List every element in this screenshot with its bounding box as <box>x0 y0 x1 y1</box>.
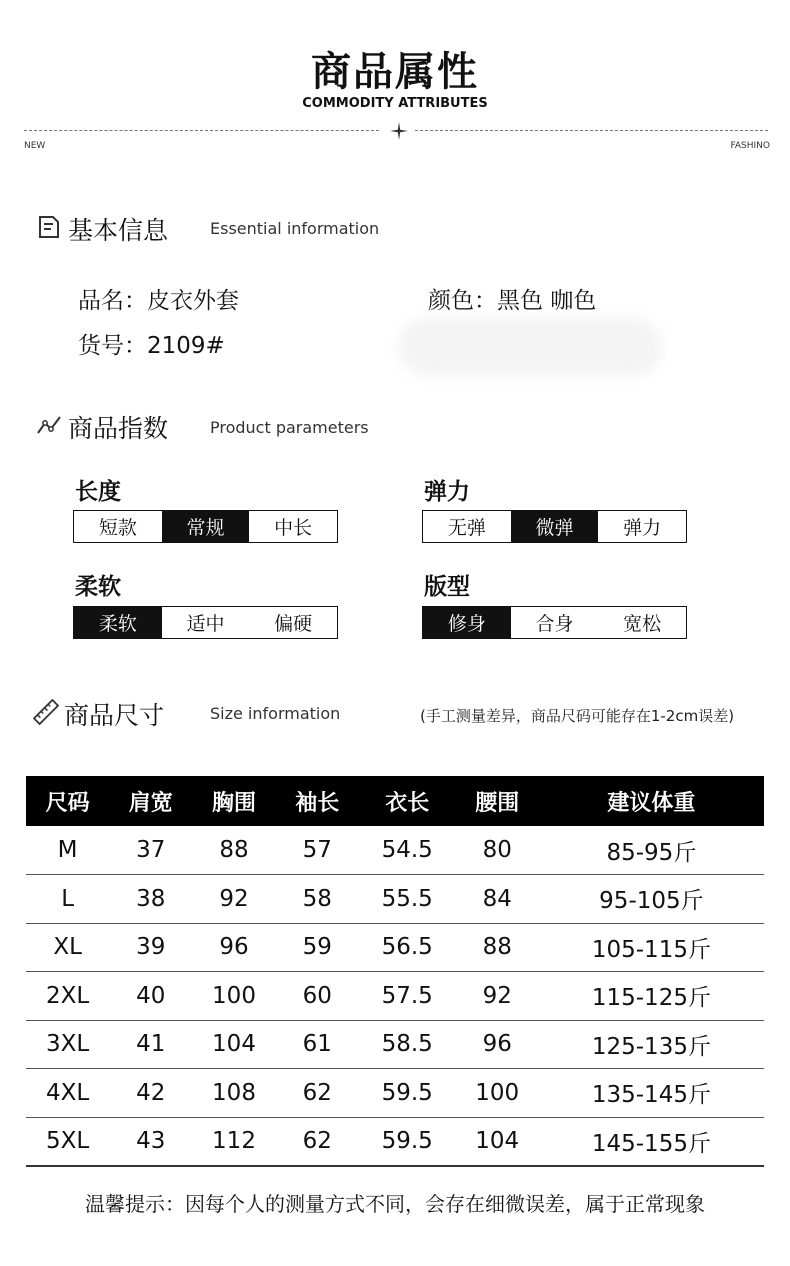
divider-right <box>415 130 768 131</box>
table-cell: 59 <box>276 923 359 972</box>
table-cell: 104 <box>192 1020 275 1069</box>
table-cell: 80 <box>456 826 539 875</box>
table-row <box>26 1020 764 1069</box>
corner-label-left: NEW <box>24 141 46 151</box>
table-cell: 135-145斤 <box>539 1069 764 1118</box>
param-option: 偏硬 <box>274 613 313 635</box>
document-icon <box>36 214 62 240</box>
product-item-number: 货号：2109# <box>78 333 225 359</box>
param-option-selected: 柔软 <box>74 607 162 638</box>
table-cell: 43 <box>109 1117 192 1166</box>
param-option: 无弹 <box>447 517 486 539</box>
section-subtitle-params: Product parameters <box>210 418 369 437</box>
table-cell: XL <box>26 923 109 972</box>
table-row <box>26 1069 764 1118</box>
section-title-basic: 基本信息 <box>68 216 169 245</box>
line-chart-icon <box>36 412 62 438</box>
param-option: 宽松 <box>623 613 662 635</box>
section-subtitle-basic: Essential information <box>210 219 380 238</box>
footer-tip: 温馨提示：因每个人的测量方式不同，会存在细微误差，属于正常现象 <box>85 1192 705 1216</box>
table-row <box>26 875 764 924</box>
corner-label-right: FASHINO <box>730 141 770 151</box>
table-cell: 55.5 <box>359 875 456 924</box>
table-header-row <box>26 776 764 826</box>
table-cell: 56.5 <box>359 923 456 972</box>
table-cell: 57.5 <box>359 972 456 1021</box>
column-header: 建议体重 <box>539 776 764 826</box>
table-row <box>26 1117 764 1166</box>
table-cell: 84 <box>456 875 539 924</box>
table-cell: 5XL <box>26 1117 109 1166</box>
table-cell: 92 <box>192 875 275 924</box>
ruler-icon <box>33 699 59 725</box>
param-option-selected: 微弹 <box>511 511 599 542</box>
table-cell: 105-115斤 <box>539 923 764 972</box>
table-cell: 3XL <box>26 1020 109 1069</box>
table-cell: 62 <box>276 1117 359 1166</box>
param-title-length: 长度 <box>75 479 121 505</box>
table-cell: 38 <box>109 875 192 924</box>
param-selector-elasticity <box>422 510 687 543</box>
section-title-size: 商品尺寸 <box>64 701 165 730</box>
param-selector-fit <box>422 606 687 639</box>
table-cell: 100 <box>192 972 275 1021</box>
table-cell: 95-105斤 <box>539 875 764 924</box>
table-cell: 96 <box>192 923 275 972</box>
table-cell: 37 <box>109 826 192 875</box>
table-cell: 41 <box>109 1020 192 1069</box>
table-cell: L <box>26 875 109 924</box>
column-header: 衣长 <box>359 776 456 826</box>
param-selector-softness <box>73 606 338 639</box>
table-cell: 88 <box>456 923 539 972</box>
table-cell: 62 <box>276 1069 359 1118</box>
table-cell: 39 <box>109 923 192 972</box>
param-option-selected: 常规 <box>162 511 250 542</box>
product-name: 品名：皮衣外套 <box>78 288 239 314</box>
section-title-params: 商品指数 <box>68 414 169 443</box>
blurred-area <box>398 318 663 376</box>
table-cell: 58.5 <box>359 1020 456 1069</box>
param-title-fit: 版型 <box>424 574 470 600</box>
param-title-softness: 柔软 <box>75 574 121 600</box>
table-cell: 40 <box>109 972 192 1021</box>
table-row <box>26 923 764 972</box>
table-cell: 4XL <box>26 1069 109 1118</box>
param-option: 短款 <box>98 517 137 539</box>
table-cell: 145-155斤 <box>539 1117 764 1166</box>
table-cell: 59.5 <box>359 1117 456 1166</box>
table-cell: 108 <box>192 1069 275 1118</box>
column-header: 袖长 <box>276 776 359 826</box>
table-cell: 85-95斤 <box>539 826 764 875</box>
table-row <box>26 972 764 1021</box>
table-cell: 92 <box>456 972 539 1021</box>
size-table <box>26 776 764 1167</box>
measurement-note: (手工测量差异，商品尺码可能存在1-2cm误差) <box>420 707 735 725</box>
table-cell: 125-135斤 <box>539 1020 764 1069</box>
column-header: 肩宽 <box>109 776 192 826</box>
column-header: 尺码 <box>26 776 109 826</box>
param-selector-length <box>73 510 338 543</box>
table-cell: 115-125斤 <box>539 972 764 1021</box>
sparkle-icon <box>390 122 408 140</box>
column-header: 胸围 <box>192 776 275 826</box>
product-color: 颜色：黑色 咖色 <box>428 288 597 314</box>
table-cell: 58 <box>276 875 359 924</box>
table-cell: 57 <box>276 826 359 875</box>
param-option: 中长 <box>274 517 313 539</box>
param-option: 合身 <box>535 613 574 635</box>
param-option: 适中 <box>186 613 225 635</box>
param-title-elasticity: 弹力 <box>424 479 470 505</box>
page-title: 商品属性 <box>311 49 479 95</box>
table-cell: 60 <box>276 972 359 1021</box>
table-cell: 112 <box>192 1117 275 1166</box>
table-cell: 88 <box>192 826 275 875</box>
table-cell: 2XL <box>26 972 109 1021</box>
table-row <box>26 826 764 875</box>
table-cell: 54.5 <box>359 826 456 875</box>
table-cell: 100 <box>456 1069 539 1118</box>
table-cell: 61 <box>276 1020 359 1069</box>
table-cell: 104 <box>456 1117 539 1166</box>
column-header: 腰围 <box>456 776 539 826</box>
table-cell: M <box>26 826 109 875</box>
table-cell: 59.5 <box>359 1069 456 1118</box>
table-cell: 42 <box>109 1069 192 1118</box>
param-option-selected: 修身 <box>423 607 511 638</box>
page-subtitle: COMMODITY ATTRIBUTES <box>302 96 488 111</box>
param-option: 弹力 <box>623 517 662 539</box>
divider-left <box>24 130 379 131</box>
table-cell: 96 <box>456 1020 539 1069</box>
section-subtitle-size: Size information <box>210 704 341 723</box>
